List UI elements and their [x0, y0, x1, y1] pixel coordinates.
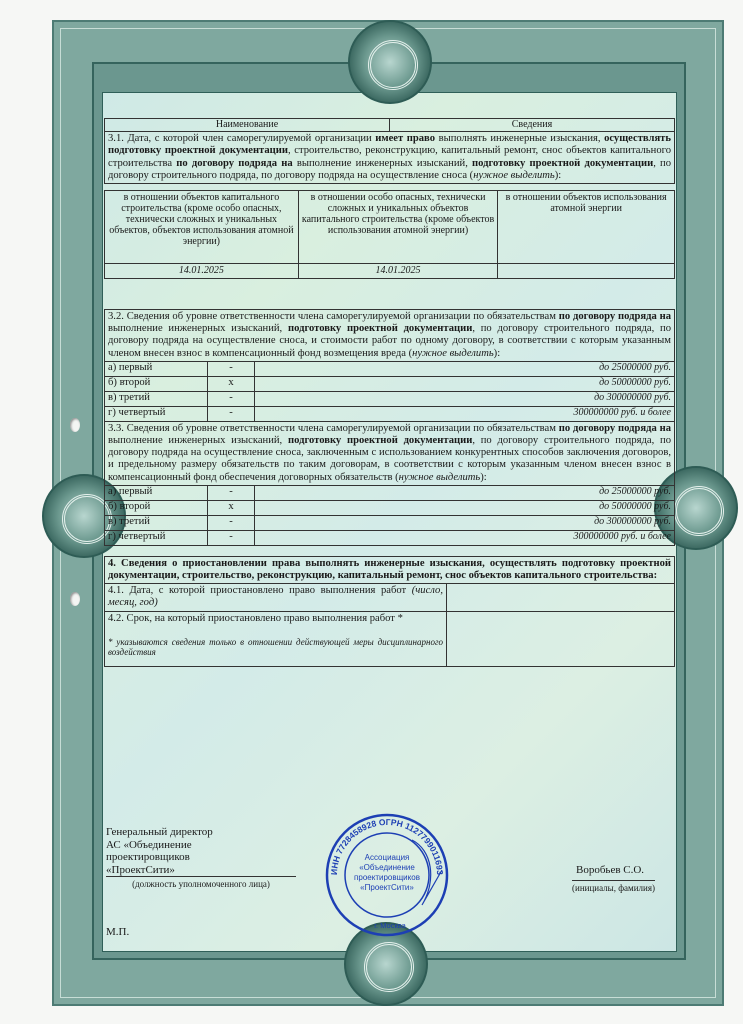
s32-option-amount: до 25000000 руб.: [255, 361, 675, 376]
s32-option-mark: -: [208, 406, 255, 421]
s33-text-2: выполнение инженерных изысканий,: [108, 435, 288, 447]
s33-option-amount: до 25000000 руб.: [255, 485, 675, 500]
s33-option-amount: до 300000000 руб.: [255, 515, 675, 530]
signer-position-4: «ПроектСити»: [106, 864, 296, 878]
s33-option-mark: -: [208, 515, 255, 530]
company-seal: [312, 810, 462, 940]
header-info: Сведения: [390, 119, 675, 132]
s32-option-amount: до 300000000 руб.: [255, 391, 675, 406]
punch-hole-bottom: [70, 592, 80, 606]
s32-option-row: [105, 361, 675, 376]
s33-option-mark: -: [208, 530, 255, 545]
rosette-top: [348, 20, 432, 104]
s32-option-amount: 300000000 руб. и более: [255, 406, 675, 421]
s32-text-3: , по договору строительного подряда, по договору подряда на осуществление сноса, и стоимости работ по одному договору, в соответствии с которым указанным членом внесен взнос в компенсационный фонд возмещения вреда (: [108, 323, 672, 359]
punch-hole-top: [70, 418, 80, 432]
s31-col-2-date: 14.01.2025: [298, 264, 498, 279]
s32-option-label: в) третий: [105, 391, 208, 406]
seal-line-3: проектировщиков: [354, 873, 420, 882]
stamp-place-label: М.П.: [106, 926, 130, 938]
section-4: [104, 556, 675, 667]
s32-bold-1: по договору подряда на: [558, 311, 671, 323]
section-4-1-value: [447, 584, 675, 611]
s32-option-label: г) четвертый: [105, 406, 208, 421]
seal-line-1: Ассоциация: [364, 853, 410, 862]
section-4-2-value: [447, 611, 675, 666]
s32-option-label: а) первый: [105, 361, 208, 376]
s31-text-5: , по договору строительного подряда, по договору подряда на осуществление сноса (: [108, 157, 672, 181]
s32-option-row: [105, 376, 675, 391]
position-caption: (должность уполномоченного лица): [132, 879, 270, 889]
s33-option-amount: 300000000 руб. и более: [255, 530, 675, 545]
s31-bold-2: осуществлять подготовку проектной документации: [108, 133, 671, 157]
s32-option-amount: до 50000000 руб.: [255, 376, 675, 391]
s31-col-2-text: в отношении особо опасных, технически сложных и уникальных объектов капитального строительства (кроме объектов использования атомной энергии): [298, 191, 498, 264]
s33-text-4: ):: [480, 471, 487, 483]
s31-col-1-date: 14.01.2025: [105, 264, 299, 279]
s33-bold-2: подготовку проектной документации: [287, 435, 473, 447]
s33-option-label: б) второй: [105, 500, 208, 515]
s32-option-mark: -: [208, 361, 255, 376]
s32-option-mark: x: [208, 376, 255, 391]
s32-text-4: ):: [493, 347, 501, 359]
signer-name: Воробьев С.О.: [576, 864, 645, 876]
s31-text-2: выполнять инженерные изыскания,: [435, 133, 605, 145]
section-3-1-columns: [104, 190, 675, 279]
s32-option-row: [105, 391, 675, 406]
s41-italic: (число, месяц, год): [108, 585, 443, 609]
seal-city: г. Москва: [374, 921, 406, 930]
s33-option-amount: до 50000000 руб.: [255, 500, 675, 515]
s31-italic-1: нужное выделить: [473, 169, 555, 181]
s31-bold-1: имеет право: [375, 133, 436, 145]
section-3-2: [104, 309, 675, 546]
s32-option-label: б) второй: [105, 376, 208, 391]
s31-text-1: 3.1. Дата, с которой член саморегулируемой организации: [108, 133, 376, 145]
s33-text-3: , по договору строительного подряда, по договору подряда на осуществление сноса, заключенным с использованием конкурентных способов заключения договоров, и предельному размеру обязательств по таким договорам, в соответствии с которым указанным членом внесен взнос в компенсационный фонд обеспечения договорных обязательств (: [108, 435, 672, 483]
signer-position-2: АС «Объединение: [106, 838, 192, 851]
s33-option-label: а) первый: [105, 485, 208, 500]
section-3-1-text: [105, 132, 675, 184]
s32-italic-1: нужное выделить: [412, 347, 494, 359]
s33-option-row: [105, 485, 675, 500]
s33-option-row: [105, 515, 675, 530]
s32-text-2: выполнение инженерных изысканий,: [108, 323, 288, 335]
s33-option-row: [105, 530, 675, 545]
section-4-title: 4. Сведения о приостановлении права выполнять инженерные изыскания, осуществлять подготовку проектной документации, строительство, реконструкцию, капитальный ремонт, снос объектов капитального строительства:: [105, 556, 675, 583]
s33-option-row: [105, 500, 675, 515]
s31-text-6: ):: [554, 169, 562, 181]
s31-col-3-date: [498, 264, 675, 279]
s31-bold-4: подготовку проектной документации: [472, 157, 654, 169]
s33-bold-1: по договору подряда на: [558, 422, 671, 434]
s42-text: 4.2. Срок, на который приостановлено право выполнения работ *: [108, 612, 403, 624]
section-3-2-text: [105, 310, 675, 362]
s32-option-mark: -: [208, 391, 255, 406]
signer-position-1: Генеральный директор: [106, 826, 213, 838]
s33-option-mark: x: [208, 500, 255, 515]
document-body: [104, 118, 675, 667]
s42-footnote: * указываются сведения только в отношении действующей меры дисциплинарного воздействия: [108, 636, 443, 657]
s31-text-3: , строительство, реконструкцию, капитальный ремонт, снос объектов капитального строительства: [108, 145, 671, 169]
s33-option-label: в) третий: [105, 515, 208, 530]
s33-text-1: 3.3. Сведения об уровне ответственности члена саморегулируемой организации по обязательствам: [108, 422, 559, 434]
name-caption: (инициалы, фамилия): [572, 880, 655, 895]
header-table: [104, 118, 675, 184]
seal-ring-text: ИНН 7728458928 ОГРН 1127799011693: [328, 816, 446, 876]
s31-bold-3: по договору подряда на: [176, 157, 293, 169]
section-4-1: [105, 584, 447, 611]
signer-position-3: проектировщиков: [106, 851, 190, 863]
section-4-2: [105, 611, 447, 666]
seal-line-4: «ПроектСити»: [360, 883, 414, 892]
header-name: Наименование: [105, 119, 390, 132]
s31-col-3-text: в отношении объектов использования атомной энергии: [498, 191, 675, 264]
s41-text: 4.1. Дата, с которой приостановлено право выполнения работ: [108, 585, 412, 597]
s31-col-1-text: в отношении объектов капитального строительства (кроме особо опасных, технически сложных и уникальных объектов, объектов использования атомной энергии): [105, 191, 299, 264]
section-3-3-text: [105, 421, 675, 485]
s33-option-mark: -: [208, 485, 255, 500]
s33-italic-1: нужное выделить: [398, 471, 481, 483]
seal-line-2: «Объединение: [359, 863, 415, 872]
s32-text-1: 3.2. Сведения об уровне ответственности члена саморегулируемой организации по обязательствам: [108, 311, 559, 323]
s32-bold-2: подготовку проектной документации: [287, 323, 473, 335]
s32-option-row: [105, 406, 675, 421]
s33-option-label: г) четвертый: [105, 530, 208, 545]
s31-text-4: выполнение инженерных изысканий,: [292, 157, 473, 169]
